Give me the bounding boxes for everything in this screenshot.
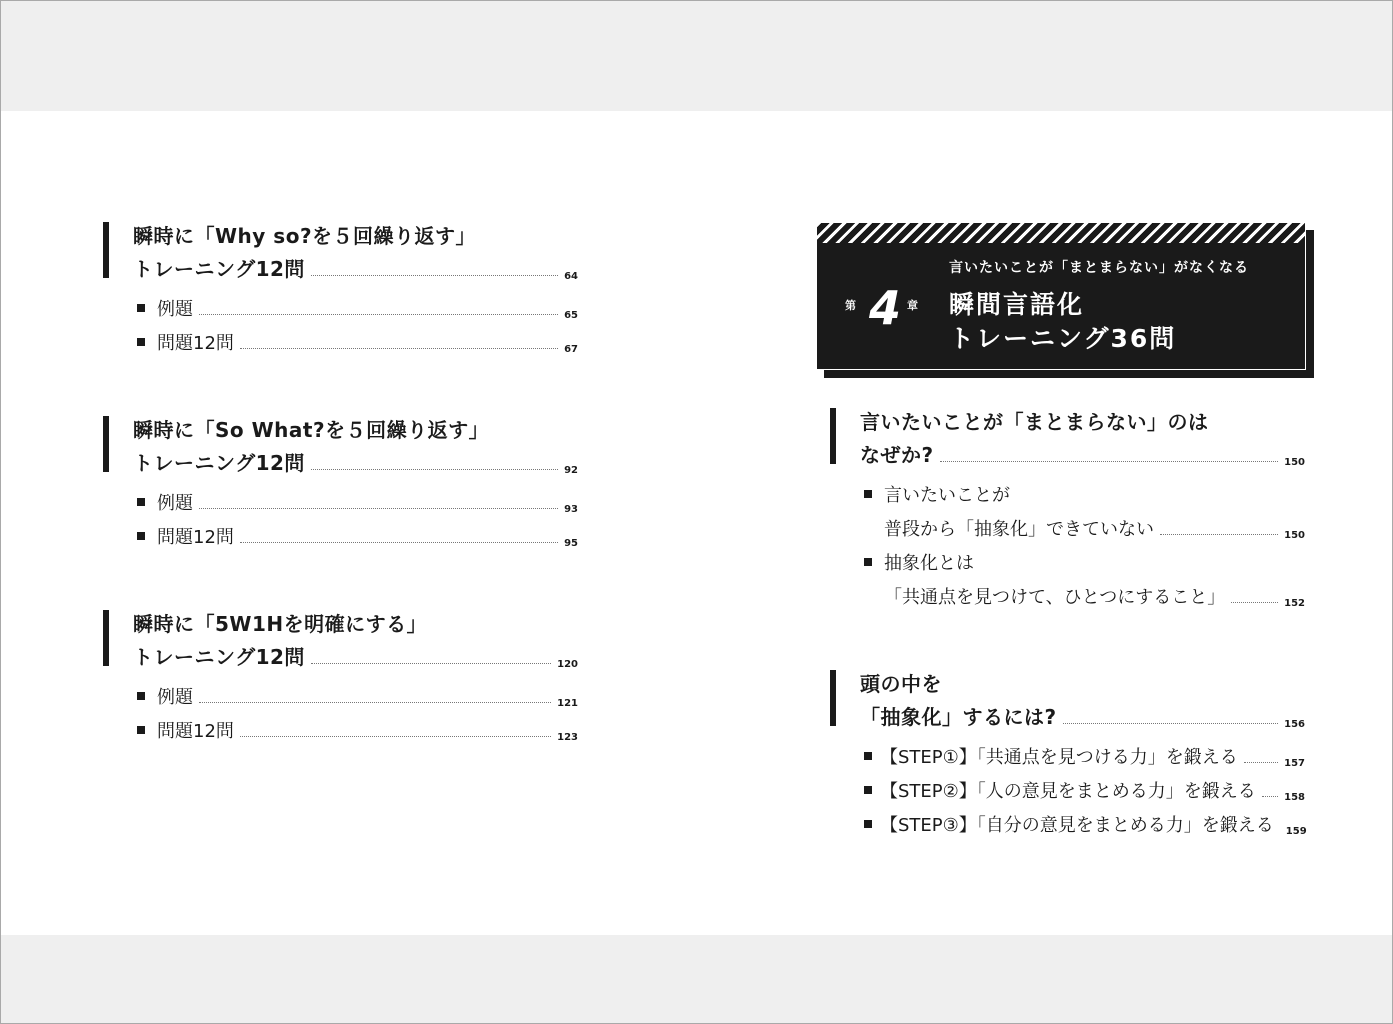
section-heading-line1[interactable]: 瞬時に「So What?を５回繰り返す」 — [133, 418, 490, 442]
section-marker-bar — [103, 610, 109, 666]
section-heading-row[interactable] — [860, 701, 1305, 730]
page-number: 152 — [1284, 598, 1305, 609]
leader-dots — [240, 541, 558, 543]
banner-box — [816, 222, 1306, 370]
toc-item-label: 「共通点を見つけて、ひとつにすること」 — [884, 587, 1226, 608]
toc-item[interactable] — [880, 743, 1305, 769]
toc-section-so-what — [103, 414, 583, 554]
bullet-square — [864, 490, 872, 498]
leader-dots — [240, 347, 558, 349]
chapter-suffix: 章 — [907, 299, 918, 312]
toc-item[interactable] — [880, 811, 1305, 837]
leader-dots — [311, 274, 558, 276]
toc-item-line1[interactable]: 言いたいことが — [884, 485, 1010, 506]
leader-dots — [1160, 533, 1278, 535]
toc-section-5w1h — [103, 608, 583, 748]
bullet-square — [137, 532, 145, 540]
bullet-square — [864, 752, 872, 760]
leader-dots — [940, 460, 1279, 462]
toc-item-label: 普段から「抽象化」できていない — [884, 519, 1154, 540]
page-number: 67 — [564, 344, 578, 355]
toc-item-label: 例題 — [157, 493, 193, 514]
leader-dots — [311, 468, 558, 470]
toc-item[interactable] — [884, 583, 1305, 609]
toc-item[interactable] — [157, 489, 578, 515]
page-number: 93 — [564, 504, 578, 515]
toc-section-why-not-summarize — [830, 406, 1310, 616]
section-heading-line2: 「抽象化」するには? — [860, 705, 1057, 729]
page-number: 120 — [557, 659, 578, 670]
section-marker-bar — [830, 408, 836, 464]
leader-dots — [1244, 761, 1278, 763]
toc-item[interactable] — [884, 515, 1305, 541]
toc-item[interactable] — [880, 777, 1305, 803]
page-number: 64 — [564, 271, 578, 282]
chapter-number: 4 — [869, 281, 902, 335]
banner-stripes — [817, 223, 1305, 243]
bullet-square — [137, 304, 145, 312]
bullet-square — [137, 338, 145, 346]
toc-item[interactable] — [157, 295, 578, 321]
toc-item-label: 【STEP③】「自分の意見をまとめる力」を鍛える — [880, 815, 1274, 836]
toc-section-why-so — [103, 220, 583, 360]
section-heading-line2: なぜか? — [860, 443, 934, 467]
toc-item-label: 例題 — [157, 299, 193, 320]
toc-item-label: 問題12問 — [157, 333, 234, 354]
bullet-square — [864, 786, 872, 794]
toc-item-line1[interactable]: 抽象化とは — [884, 553, 974, 574]
toc-section-abstraction — [830, 668, 1310, 848]
chapter-banner — [816, 222, 1306, 370]
page-number: 65 — [564, 310, 578, 321]
section-heading-line2: トレーニング12問 — [133, 645, 305, 669]
page-number: 156 — [1284, 719, 1305, 730]
leader-dots — [311, 662, 551, 664]
leader-dots — [1063, 722, 1279, 724]
page-number: 157 — [1284, 758, 1305, 769]
bullet-square — [137, 692, 145, 700]
bullet-square — [137, 498, 145, 506]
leader-dots — [199, 507, 558, 509]
toc-item[interactable] — [157, 329, 578, 355]
leader-dots — [1262, 795, 1278, 797]
page-number: 123 — [557, 732, 578, 743]
bullet-square — [864, 820, 872, 828]
toc-item-label: 【STEP②】「人の意見をまとめる力」を鍛える — [880, 781, 1256, 802]
page-number: 150 — [1284, 457, 1305, 468]
section-heading-line1[interactable]: 瞬時に「5W1Hを明確にする」 — [133, 612, 428, 636]
toc-item-label: 例題 — [157, 687, 193, 708]
page-number: 150 — [1284, 530, 1305, 541]
leader-dots — [199, 313, 558, 315]
section-heading-line1[interactable]: 言いたいことが「まとまらない」のは — [860, 410, 1209, 434]
chapter-title-line2: トレーニング36問 — [949, 324, 1177, 353]
section-heading-line1[interactable]: 瞬時に「Why so?を５回繰り返す」 — [133, 224, 477, 248]
chapter-subtitle: 言いたいことが「まとまらない」がなくなる — [949, 260, 1249, 276]
leader-dots — [1231, 601, 1278, 603]
section-marker-bar — [103, 416, 109, 472]
section-heading-row[interactable] — [133, 253, 578, 282]
leader-dots — [199, 701, 551, 703]
page-number: 95 — [564, 538, 578, 549]
section-marker-bar — [103, 222, 109, 278]
section-heading-row[interactable] — [133, 641, 578, 670]
section-heading-row[interactable] — [860, 439, 1305, 468]
page-number: 158 — [1284, 792, 1305, 803]
chapter-prefix: 第 — [845, 299, 856, 312]
toc-item-label: 【STEP①】「共通点を見つける力」を鍛える — [880, 747, 1238, 768]
toc-item-label: 問題12問 — [157, 721, 234, 742]
page-number: 121 — [557, 698, 578, 709]
chapter-title-line1: 瞬間言語化 — [949, 290, 1085, 319]
toc-item[interactable] — [157, 683, 578, 709]
bullet-square — [864, 558, 872, 566]
section-heading-line2: トレーニング12問 — [133, 451, 305, 475]
page-number: 92 — [564, 465, 578, 476]
leader-dots — [240, 735, 551, 737]
section-marker-bar — [830, 670, 836, 726]
toc-item[interactable] — [157, 717, 578, 743]
section-heading-row[interactable] — [133, 447, 578, 476]
section-heading-line2: トレーニング12問 — [133, 257, 305, 281]
bullet-square — [137, 726, 145, 734]
toc-item-label: 問題12問 — [157, 527, 234, 548]
section-heading-line1[interactable]: 頭の中を — [860, 672, 942, 696]
toc-item[interactable] — [157, 523, 578, 549]
page-number: 159 — [1285, 826, 1307, 837]
